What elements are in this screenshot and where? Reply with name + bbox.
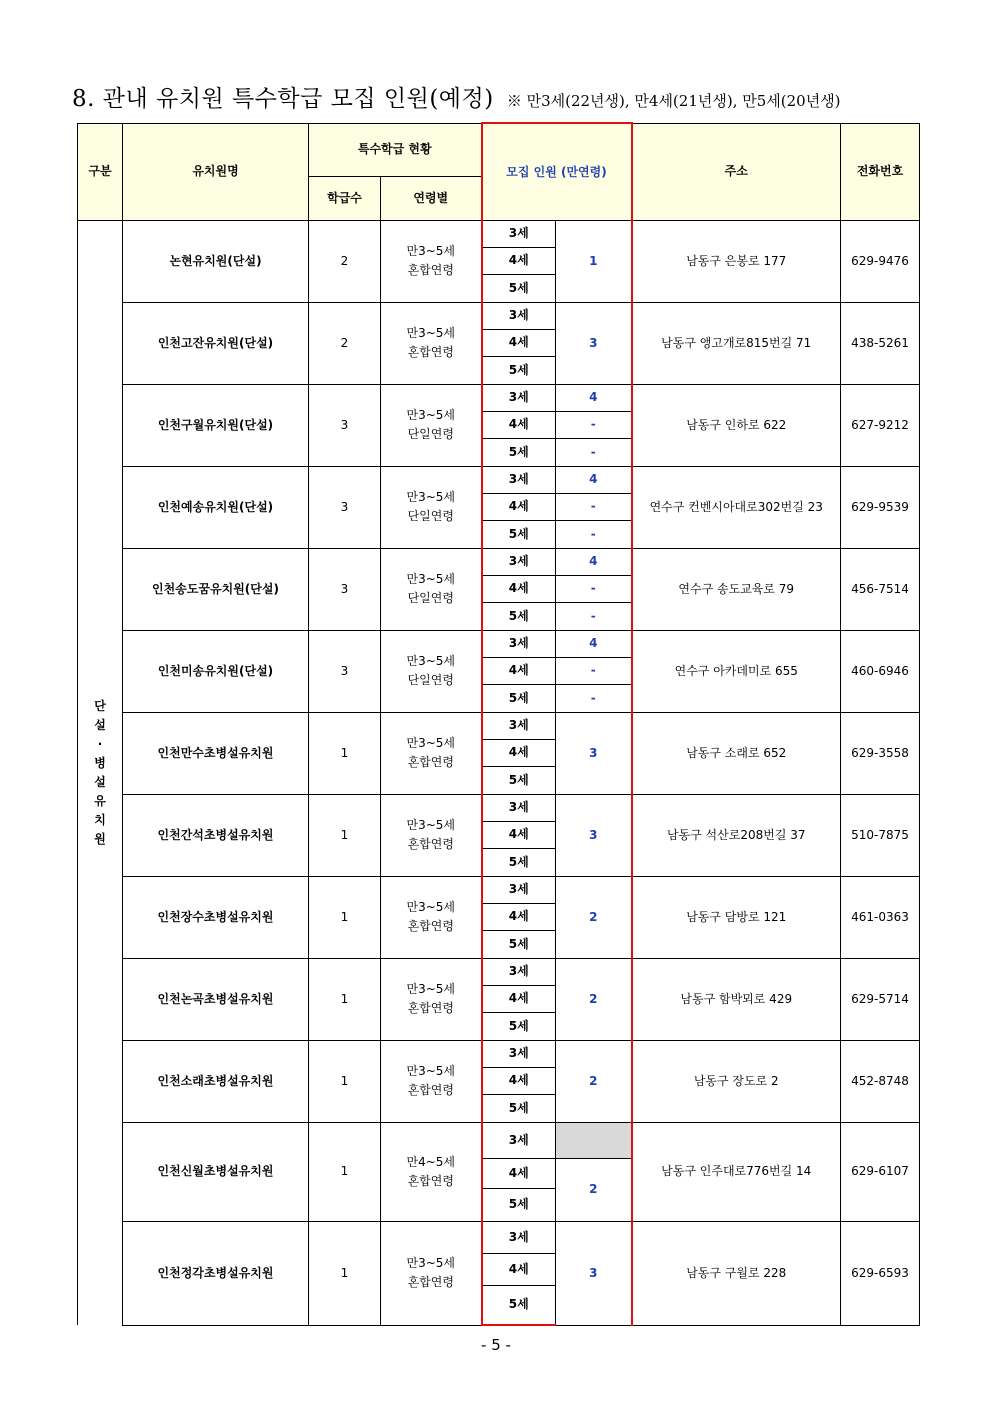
age-range: 만3~5세 xyxy=(406,654,455,668)
header-status: 특수학급 현황 xyxy=(309,123,482,176)
age-type: 혼합연령 xyxy=(407,263,454,277)
age-type-cell xyxy=(381,1221,482,1325)
class-count: 3 xyxy=(309,466,381,548)
age-label: 3세 xyxy=(482,630,556,657)
age-type-cell xyxy=(381,1040,482,1122)
age-range: 만3~5세 xyxy=(406,1064,455,1078)
age-type: 혼합연령 xyxy=(407,1001,454,1015)
age-type-cell xyxy=(381,384,482,466)
age-type-cell xyxy=(381,958,482,1040)
class-count: 2 xyxy=(309,302,381,384)
age-range: 만3~5세 xyxy=(406,1256,455,1270)
age-label: 3세 xyxy=(482,220,556,247)
age-type-cell xyxy=(381,1122,482,1221)
recruit-count: 4 xyxy=(556,548,632,575)
age-type-cell xyxy=(381,876,482,958)
age-type: 혼합연령 xyxy=(407,755,454,769)
title-note: ※ 만3세(22년생), 만4세(21년생), 만5세(20년생) xyxy=(506,92,841,110)
school-address: 연수구 컨벤시아대로302번길 23 xyxy=(632,466,841,548)
school-phone: 629-6593 xyxy=(841,1221,920,1325)
school-address: 남동구 담방로 121 xyxy=(632,876,841,958)
age-label: 4세 xyxy=(482,903,556,930)
class-count: 1 xyxy=(309,958,381,1040)
recruit-count: - xyxy=(556,657,632,684)
age-label: 3세 xyxy=(482,302,556,329)
page-number: - 5 - xyxy=(481,1336,511,1354)
recruit-count: 1 xyxy=(556,220,632,302)
recruit-count: 2 xyxy=(556,1040,632,1122)
table-row xyxy=(78,220,920,247)
school-address: 남동구 인하로 622 xyxy=(632,384,841,466)
age-label: 4세 xyxy=(482,985,556,1012)
table-row xyxy=(78,548,920,575)
recruit-count: - xyxy=(556,684,632,712)
school-phone: 629-9476 xyxy=(841,220,920,302)
age-range: 만3~5세 xyxy=(406,736,455,750)
school-name: 인천장수초병설유치원 xyxy=(123,876,309,958)
age-label: 5세 xyxy=(482,520,556,548)
school-address: 남동구 앵고개로815번길 71 xyxy=(632,302,841,384)
age-label: 5세 xyxy=(482,1285,556,1325)
page-title xyxy=(72,80,841,113)
class-count: 3 xyxy=(309,630,381,712)
age-label: 4세 xyxy=(482,329,556,356)
age-label: 5세 xyxy=(482,438,556,466)
age-label: 3세 xyxy=(482,466,556,493)
class-count: 3 xyxy=(309,548,381,630)
age-label: 3세 xyxy=(482,1122,556,1158)
age-label: 4세 xyxy=(482,1067,556,1094)
age-type: 혼합연령 xyxy=(407,837,454,851)
school-phone: 460-6946 xyxy=(841,630,920,712)
school-name: 인천정각초병설유치원 xyxy=(123,1221,309,1325)
school-phone: 629-9539 xyxy=(841,466,920,548)
school-address: 연수구 송도교육로 79 xyxy=(632,548,841,630)
category-label: 단 설 · 병 설 유 치 원 xyxy=(94,698,106,846)
school-phone: 629-3558 xyxy=(841,712,920,794)
age-range: 만3~5세 xyxy=(406,244,455,258)
recruit-count: 2 xyxy=(556,958,632,1040)
recruit-count: 4 xyxy=(556,466,632,493)
recruit-count: 2 xyxy=(556,1158,632,1221)
age-label: 5세 xyxy=(482,274,556,302)
age-range: 만3~5세 xyxy=(406,490,455,504)
table-row xyxy=(78,630,920,657)
class-count: 1 xyxy=(309,1122,381,1221)
school-address: 남동구 은봉로 177 xyxy=(632,220,841,302)
school-name: 인천간석초병설유치원 xyxy=(123,794,309,876)
recruit-count: - xyxy=(556,602,632,630)
recruit-count: 2 xyxy=(556,876,632,958)
school-name: 인천소래초병설유치원 xyxy=(123,1040,309,1122)
class-count: 3 xyxy=(309,384,381,466)
age-range: 만3~5세 xyxy=(406,982,455,996)
school-phone: 461-0363 xyxy=(841,876,920,958)
age-type-cell xyxy=(381,794,482,876)
age-label: 3세 xyxy=(482,794,556,821)
school-name: 인천예송유치원(단설) xyxy=(123,466,309,548)
school-name: 인천만수초병설유치원 xyxy=(123,712,309,794)
age-type: 단일연령 xyxy=(407,427,454,441)
age-range: 만3~5세 xyxy=(406,326,455,340)
table-row xyxy=(78,384,920,411)
class-count: 1 xyxy=(309,1040,381,1122)
age-range: 만3~5세 xyxy=(406,818,455,832)
class-count: 1 xyxy=(309,712,381,794)
age-type: 혼합연령 xyxy=(407,345,454,359)
school-address: 남동구 함박뫼로 429 xyxy=(632,958,841,1040)
recruit-count: - xyxy=(556,411,632,438)
age-label: 5세 xyxy=(482,1188,556,1221)
age-label: 4세 xyxy=(482,411,556,438)
table-row xyxy=(78,794,920,821)
age-label: 4세 xyxy=(482,1253,556,1285)
header-class-count: 학급수 xyxy=(309,176,381,220)
age-type: 혼합연령 xyxy=(407,919,454,933)
header-age-type: 연령별 xyxy=(381,176,482,220)
school-address: 연수구 아카데미로 655 xyxy=(632,630,841,712)
table-row xyxy=(78,1122,920,1158)
recruit-count: - xyxy=(556,575,632,602)
age-type: 단일연령 xyxy=(407,673,454,687)
age-label: 3세 xyxy=(482,876,556,903)
age-label: 4세 xyxy=(482,1158,556,1188)
header-address: 주소 xyxy=(632,123,841,220)
age-label: 4세 xyxy=(482,821,556,848)
header-recruit xyxy=(482,123,632,220)
age-label: 4세 xyxy=(482,247,556,274)
recruitment-table xyxy=(77,122,920,1326)
school-name: 인천미송유치원(단설) xyxy=(123,630,309,712)
recruit-count-na xyxy=(556,1122,632,1158)
class-count: 1 xyxy=(309,876,381,958)
header-category: 구분 xyxy=(78,123,123,220)
school-name: 논현유치원(단설) xyxy=(123,220,309,302)
age-label: 3세 xyxy=(482,1221,556,1253)
recruit-count: 3 xyxy=(556,794,632,876)
age-label: 3세 xyxy=(482,1040,556,1067)
age-type-cell xyxy=(381,466,482,548)
school-phone: 629-5714 xyxy=(841,958,920,1040)
table-row xyxy=(78,958,920,985)
age-type-cell xyxy=(381,630,482,712)
age-type: 단일연령 xyxy=(407,591,454,605)
table-row xyxy=(78,876,920,903)
school-name: 인천구월유치원(단설) xyxy=(123,384,309,466)
header-name: 유치원명 xyxy=(123,123,309,220)
recruit-count: 3 xyxy=(556,712,632,794)
class-count: 1 xyxy=(309,1221,381,1325)
age-label: 4세 xyxy=(482,493,556,520)
age-type: 단일연령 xyxy=(407,509,454,523)
school-address: 남동구 인주대로776번길 14 xyxy=(632,1122,841,1221)
recruit-count: 3 xyxy=(556,1221,632,1325)
age-label: 3세 xyxy=(482,958,556,985)
table-row xyxy=(78,1040,920,1067)
school-address: 남동구 장도로 2 xyxy=(632,1040,841,1122)
school-name: 인천논곡초병설유치원 xyxy=(123,958,309,1040)
age-label: 5세 xyxy=(482,848,556,876)
age-label: 4세 xyxy=(482,739,556,766)
age-label: 3세 xyxy=(482,384,556,411)
class-count: 1 xyxy=(309,794,381,876)
school-address: 남동구 소래로 652 xyxy=(632,712,841,794)
recruit-count: 3 xyxy=(556,302,632,384)
age-type: 혼합연령 xyxy=(407,1173,454,1188)
age-label: 5세 xyxy=(482,684,556,712)
school-phone: 629-6107 xyxy=(841,1122,920,1221)
title-text: 8. 관내 유치원 특수학급 모집 인원(예정) xyxy=(72,86,494,112)
age-range: 만3~5세 xyxy=(406,572,455,586)
age-label: 5세 xyxy=(482,766,556,794)
table-row xyxy=(78,466,920,493)
age-type: 혼합연령 xyxy=(407,1275,454,1289)
category-cell xyxy=(78,220,123,1325)
school-address: 남동구 구월로 228 xyxy=(632,1221,841,1325)
recruit-count: - xyxy=(556,520,632,548)
school-phone: 456-7514 xyxy=(841,548,920,630)
table-row xyxy=(78,712,920,739)
table-row xyxy=(78,302,920,329)
recruit-count: 4 xyxy=(556,384,632,411)
age-label: 5세 xyxy=(482,1094,556,1122)
school-phone: 627-9212 xyxy=(841,384,920,466)
header-recruit-text: 모집 인원 (만연령) xyxy=(506,164,607,179)
age-type-cell xyxy=(381,302,482,384)
age-label: 5세 xyxy=(482,356,556,384)
age-label: 4세 xyxy=(482,657,556,684)
recruit-count: - xyxy=(556,438,632,466)
school-phone: 438-5261 xyxy=(841,302,920,384)
recruit-count: - xyxy=(556,493,632,520)
table-row xyxy=(78,1221,920,1253)
age-range: 만4~5세 xyxy=(406,1154,455,1169)
age-type-cell xyxy=(381,712,482,794)
school-phone: 510-7875 xyxy=(841,794,920,876)
age-range: 만3~5세 xyxy=(406,408,455,422)
age-label: 5세 xyxy=(482,930,556,958)
age-type-cell xyxy=(381,220,482,302)
school-name: 인천고잔유치원(단설) xyxy=(123,302,309,384)
school-phone: 452-8748 xyxy=(841,1040,920,1122)
class-count: 2 xyxy=(309,220,381,302)
age-type-cell xyxy=(381,548,482,630)
age-label: 4세 xyxy=(482,575,556,602)
age-label: 5세 xyxy=(482,1012,556,1040)
header-phone: 전화번호 xyxy=(841,123,920,220)
recruit-count: 4 xyxy=(556,630,632,657)
school-name: 인천신월초병설유치원 xyxy=(123,1122,309,1221)
school-name: 인천송도꿈유치원(단설) xyxy=(123,548,309,630)
age-label: 3세 xyxy=(482,548,556,575)
school-address: 남동구 석산로208번길 37 xyxy=(632,794,841,876)
age-label: 5세 xyxy=(482,602,556,630)
age-type: 혼합연령 xyxy=(407,1083,454,1097)
age-label: 3세 xyxy=(482,712,556,739)
age-range: 만3~5세 xyxy=(406,900,455,914)
